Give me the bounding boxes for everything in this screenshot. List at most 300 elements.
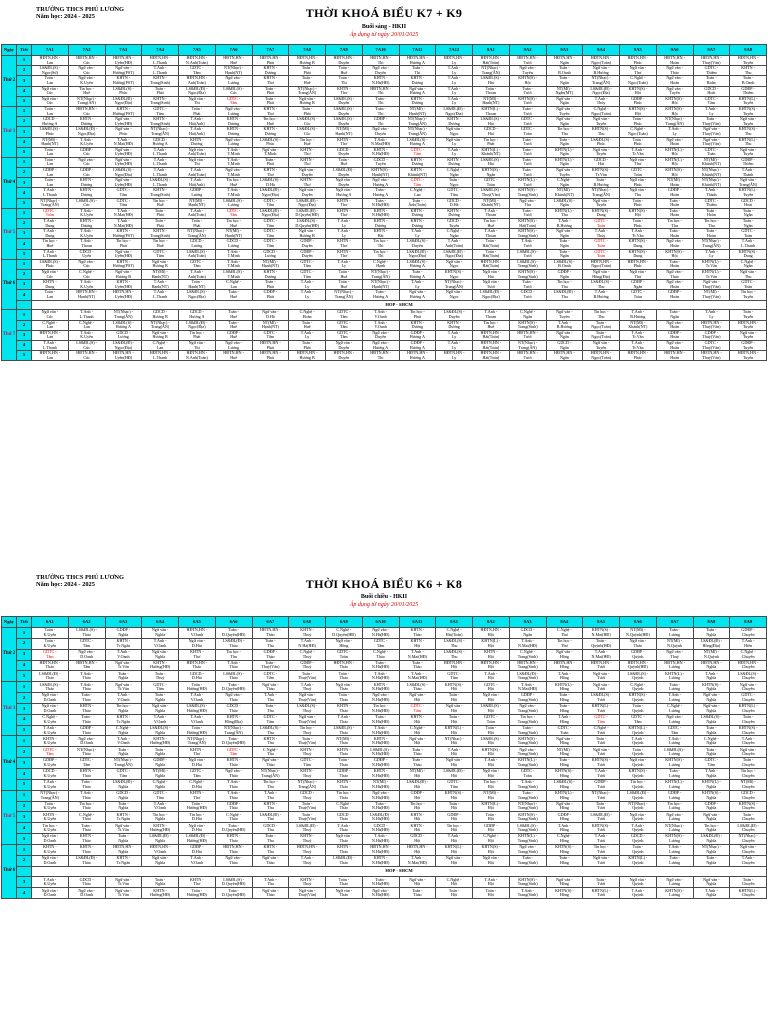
lesson-cell: Toán - Nghĩa: [142, 747, 179, 758]
lesson-cell: HĐTN,HN - Ngân: [546, 56, 583, 66]
lesson-cell: LS&ĐL(Đ) - Hội: [399, 779, 436, 790]
lesson-cell: Ngữ văn - Cúc: [68, 66, 105, 76]
lesson-cell: Toán - Thuỷ(Văn): [252, 660, 289, 671]
lesson-cell: KHTN(L) - Tuyến: [730, 188, 767, 198]
lesson-cell: LS&ĐL(S) - B.Oanh: [546, 259, 583, 269]
lesson-cell: HĐTN,HN - Hội: [473, 628, 510, 639]
lesson-cell: KHTN - Hội: [473, 649, 510, 660]
lesson-cell: T.Anh - Thành: [730, 168, 767, 178]
table-row: [2, 290, 767, 300]
class-header: 7A2: [68, 45, 105, 56]
lesson-cell: LS&ĐL(S) - Cúc: [68, 198, 105, 208]
class-header: 6A9: [326, 617, 363, 628]
lesson-cell: HĐTN,HN - Tươi: [509, 330, 546, 340]
lesson-cell: Toán - Hồng: [546, 855, 583, 866]
lesson-cell: T.Anh - L.Thanh: [142, 147, 179, 157]
lesson-cell: GDCD - Tươi: [509, 290, 546, 300]
lesson-cell: Toán - Thi: [362, 96, 399, 106]
lesson-cell: T.Anh - V.Oanh: [142, 801, 179, 812]
lesson-cell: Ngữ văn - Thảo: [252, 758, 289, 769]
lesson-cell: Toán - Thảo: [68, 779, 105, 790]
period-number: 2: [17, 66, 32, 76]
lesson-cell: KHTN - Thuỷ: [289, 834, 326, 845]
lesson-cell: GDTC - Tâm: [215, 208, 252, 218]
lesson-cell: GDTC - Tâm: [142, 106, 179, 116]
lesson-cell: GDTC - Toàn: [583, 249, 620, 259]
lesson-cell: C.Nghệ - Hải(Toán): [436, 628, 473, 639]
lesson-cell: Toán - Hồng: [546, 693, 583, 704]
lesson-cell: Ngữ văn - Hoàn: [656, 76, 693, 86]
lesson-cell: GDTC - Tâm: [179, 768, 216, 779]
lesson-cell: KHTN - Dương: [399, 320, 436, 330]
lesson-cell: GDCD - Hương A: [179, 310, 216, 320]
lesson-cell: Ngữ văn - Hương A: [326, 188, 363, 198]
lesson-cell: KHTN(S) - Hội: [656, 106, 693, 116]
lesson-cell: T.Anh - K.Uyên: [68, 208, 105, 218]
lesson-cell: Ngữ văn - Lương: [215, 106, 252, 116]
lesson-cell: Toán - Hồng: [546, 758, 583, 769]
lesson-cell: KHTN(S) - Dung: [730, 249, 767, 259]
lesson-cell: T.Anh - N.Mai(HĐ): [399, 855, 436, 866]
lesson-cell: HĐTN,HN - Hội: [473, 660, 510, 671]
lesson-cell: LS&ĐL(S) - Hương A: [105, 320, 142, 330]
lesson-cell: Toán - Hải(Toán): [473, 239, 510, 249]
lesson-cell: KHTN - Dương: [252, 127, 289, 137]
lesson-cell: KHTN(S) - Dung: [583, 208, 620, 218]
lesson-cell: Tin học - Huế: [32, 239, 69, 249]
lesson-cell: LS&ĐL(S) - Hương A: [399, 137, 436, 147]
table-row: [2, 812, 767, 823]
lesson-cell: Ngữ văn - Tuyến: [583, 198, 620, 208]
lesson-cell: NT(Nhạc) - Hạnh(NT): [215, 66, 252, 76]
lesson-cell: GDĐP - D.Hải: [179, 844, 216, 855]
lesson-cell: Ngữ văn - Hồng: [326, 638, 363, 649]
lesson-cell: HĐTN,HN - Tuyến: [730, 351, 767, 361]
lesson-cell: KHTN - Hội: [399, 823, 436, 834]
lesson-cell: KHTN(S) - Tươi: [583, 823, 620, 834]
applied-date: Áp dụng từ ngày 20/01/2025: [349, 602, 419, 608]
table-row: [2, 351, 767, 361]
class-header: 6A8: [289, 617, 326, 628]
lesson-cell: GDTC - Tâm: [32, 747, 69, 758]
lesson-cell: HĐTN,HN - Phát: [252, 56, 289, 66]
lesson-cell: T.Anh - L.Thanh: [32, 340, 69, 350]
lesson-cell: Ngữ văn - Ngọc: [436, 259, 473, 269]
lesson-cell: KHTN(S) - Chuyên: [730, 801, 767, 812]
lesson-cell: T.Anh - Anh(Toán): [436, 239, 473, 249]
lesson-cell: Toán - Thi: [326, 76, 363, 86]
class-header: 6A3: [105, 617, 142, 628]
lesson-cell: T.Anh - Tươi: [583, 834, 620, 845]
lesson-cell: NT(Mĩ) - Hạnh(NT): [399, 106, 436, 116]
lesson-cell: T.Anh - Ly: [289, 280, 326, 290]
lesson-cell: T.Anh - Ly: [289, 330, 326, 340]
lesson-cell: T.Anh - Hải(Anh): [179, 127, 216, 137]
lesson-cell: KHTN - Thảo: [399, 628, 436, 639]
lesson-cell: GDĐP - Hội: [473, 823, 510, 834]
lesson-cell: KHTN(S) - Hạnh(NT): [362, 168, 399, 178]
lesson-cell: Toán - Nghĩa: [142, 693, 179, 704]
lesson-cell: KHTN - N.Hà(HĐ): [362, 76, 399, 86]
lesson-cell: KHTN - Thơ: [326, 239, 363, 249]
lesson-cell: LS&ĐL(S) - Nghĩa: [142, 725, 179, 736]
lesson-cell: HĐTN,HN - Tươi: [583, 660, 620, 671]
lesson-cell: Toán - Lương: [656, 628, 693, 639]
lesson-cell: HĐTN,HN - V.Oanh: [179, 628, 216, 639]
lesson-cell: GDCD - Hương B: [142, 310, 179, 320]
lesson-cell: Toán - Lương: [656, 855, 693, 866]
lesson-cell: LS&ĐL(S) - D.Hà: [252, 178, 289, 188]
lesson-cell: Tin học - Thi: [362, 239, 399, 249]
lesson-cell: KHTN(S) - Hội: [473, 747, 510, 758]
lesson-cell: Ngữ văn - Uyên(HĐ): [105, 147, 142, 157]
class-header: 6A2: [68, 617, 105, 628]
lesson-cell: Tin học - Huế: [473, 219, 510, 229]
lesson-cell: T.Anh - L.Thanh: [142, 157, 179, 167]
lesson-cell: GDTC - Toàn: [693, 147, 730, 157]
lesson-cell: GDTC - Tâm: [693, 758, 730, 769]
lesson-cell: Toán - Tươi: [583, 877, 620, 888]
lesson-cell: KHTN(L) - Thu: [730, 137, 767, 147]
day-label: Thứ 3: [2, 682, 17, 736]
lesson-cell: Ngữ văn - Tuyến: [583, 147, 620, 157]
lesson-cell: C.Nghệ - Hội: [473, 834, 510, 845]
lesson-cell: NT(Nhạc) - Trang(ÂN): [399, 127, 436, 137]
lesson-cell: NT(Mĩ) - Hạnh(NT): [252, 320, 289, 330]
lesson-cell: Ngữ văn - Tuyến: [546, 106, 583, 116]
lesson-cell: C.Nghệ - Thảo: [68, 812, 105, 823]
lesson-cell: GDTC - Thiêm: [693, 198, 730, 208]
lesson-cell: Toán - Nghĩa: [105, 747, 142, 758]
lesson-cell: C.Nghệ - Thảo: [215, 812, 252, 823]
lesson-cell: LS&ĐL(S) - Ngọc(Địa): [179, 290, 216, 300]
lesson-cell: Toán - Ánh(Toán): [399, 198, 436, 208]
lesson-cell: KHTN - Thảo: [68, 768, 105, 779]
lesson-cell: KHTN(S) - Hội: [656, 96, 693, 106]
class-header: 7A7: [252, 45, 289, 56]
lesson-cell: T.Anh - Nghĩa: [693, 768, 730, 779]
period-number: 5: [17, 147, 32, 157]
lesson-cell: Ngữ văn - Thảo: [215, 693, 252, 704]
lesson-cell: T.Anh - N.Mai(HĐ): [509, 682, 546, 693]
lesson-cell: Ngữ văn - Hương A: [399, 290, 436, 300]
lesson-cell: GDĐP - Lương: [179, 188, 216, 198]
lesson-cell: HĐTN,HN - Hội: [399, 844, 436, 855]
lesson-cell: T.Anh - K.Uyên: [68, 280, 105, 290]
lesson-cell: KHTN - Hường(HĐ): [142, 736, 179, 747]
lesson-cell: T.Anh - Ly: [326, 219, 363, 229]
lesson-cell: LS&ĐL(S) - Tươi: [583, 693, 620, 704]
lesson-cell: KHTN - Dương: [436, 320, 473, 330]
lesson-cell: T.Anh - Thủy: [583, 229, 620, 239]
lesson-cell: Toán - Thuỷ(Văn): [693, 117, 730, 127]
lesson-cell: GDTC - Toàn: [509, 768, 546, 779]
lesson-cell: GDTC - Chuyên: [730, 693, 767, 704]
lesson-cell: NT(Mĩ) - Hạnh(NT): [32, 137, 69, 147]
lesson-cell: HĐTN,HN - Trang(Sinh): [509, 660, 546, 671]
lesson-cell: KHTN - Hội: [399, 812, 436, 823]
lesson-cell: Ngữ văn - D.Oanh: [32, 693, 69, 704]
lesson-cell: GDĐP - Thiêm: [730, 157, 767, 167]
lesson-cell: Toán - Hoàn: [693, 229, 730, 239]
table-row: [2, 147, 767, 157]
lesson-cell: HĐTN,HN - Ly: [436, 56, 473, 66]
lesson-cell: Ngữ văn - Hương A: [362, 178, 399, 188]
lesson-cell: Toán - Ngọc(Toán): [583, 330, 620, 340]
lesson-cell: NT(Mĩ) - Hạnh(NT): [473, 96, 510, 106]
lesson-cell: T.Anh - L.Thanh: [142, 168, 179, 178]
lesson-cell: GDTC - Tâm: [620, 714, 657, 725]
lesson-cell: HĐTN,HN - Chuyên: [730, 660, 767, 671]
lesson-cell: Tin học - K.Uyên: [32, 823, 69, 834]
lesson-cell: Toán - Lan: [32, 147, 69, 157]
class-header: 7A12: [436, 45, 473, 56]
table-row: [2, 157, 767, 167]
lesson-cell: GDĐP - Hoàn: [656, 290, 693, 300]
lesson-cell: GDĐP - Phát: [252, 290, 289, 300]
lesson-cell: T.Anh - Hội: [473, 877, 510, 888]
lesson-cell: C.Nghệ - Trang(Sinh): [509, 649, 546, 660]
lesson-cell: Ngữ văn - Hương B: [289, 96, 326, 106]
lesson-cell: HĐTN,HN - Quỳnh(HĐ): [620, 660, 657, 671]
lesson-cell: Ngữ văn - Thư: [620, 269, 657, 279]
lesson-cell: Ngữ văn - Hồng: [546, 649, 583, 660]
lesson-cell: T.Anh - Ly: [326, 259, 363, 269]
lesson-cell: LS&ĐL(S) - Tươi: [509, 249, 546, 259]
lesson-cell: Toán - Huế: [326, 280, 363, 290]
lesson-cell: KHTN - Dương: [215, 117, 252, 127]
lesson-cell: LS&ĐL(S) - Chuyên: [730, 671, 767, 682]
lesson-cell: LS&ĐL(S) - Lương: [215, 198, 252, 208]
lesson-cell: Tin học - Nghĩa: [105, 703, 142, 714]
lesson-cell: LS&ĐL(Đ) - Hường(HĐ): [179, 834, 216, 845]
lesson-cell: T.Anh - Thảo: [215, 660, 252, 671]
school-year: Năm học: 2024 - 2025: [36, 581, 95, 588]
lesson-cell: NT(Mĩ) - Khánh(NT): [620, 320, 657, 330]
lesson-cell: GDTC - Thiêm: [693, 66, 730, 76]
lesson-cell: GDĐP - Hội: [436, 812, 473, 823]
lesson-cell: Tin học - Tươi: [583, 844, 620, 855]
lesson-cell: KHTN - Thu: [252, 736, 289, 747]
lesson-cell: KHTN - Dương: [436, 117, 473, 127]
lesson-cell: GDTC - Toàn: [473, 178, 510, 188]
lesson-cell: Toán - Nghĩa: [693, 725, 730, 736]
timetable-grid: [1, 44, 767, 361]
table-row: [2, 790, 767, 801]
lesson-cell: HĐTN,HN - V.Oanh: [142, 844, 179, 855]
lesson-cell: GDĐP - Nghĩa: [105, 628, 142, 639]
lesson-cell: GDCD - Hải: [473, 127, 510, 137]
table-row: [2, 168, 767, 178]
lesson-cell: Ngữ văn - Tuyến: [583, 117, 620, 127]
lesson-cell: KHTN(S) - Quỳnh: [620, 693, 657, 704]
lesson-cell: LS&ĐL(S) - D.Quyên(HĐ): [289, 219, 326, 229]
lesson-cell: GDĐP - Hội: [399, 790, 436, 801]
header-day: Ngày: [2, 617, 17, 628]
lesson-cell: NT(Nhạc) - Trang(ÂN): [142, 127, 179, 137]
period-number: 4: [17, 888, 32, 899]
lesson-cell: Toán - Hội: [436, 801, 473, 812]
lesson-cell: GDTC - Tâm: [215, 96, 252, 106]
lesson-cell: LS&ĐL(Đ) - Ngọc(Địa): [399, 249, 436, 259]
lesson-cell: T.Anh - T.Minh: [215, 188, 252, 198]
lesson-cell: GDĐP - N.Hà(HĐ): [362, 758, 399, 769]
lesson-cell: T.Anh - Thu: [252, 877, 289, 888]
lesson-cell: LS&ĐL(Đ) - Trang(Sinh): [509, 671, 546, 682]
lesson-cell: GDĐP - Chuyên: [730, 628, 767, 639]
lesson-cell: Ngữ văn - Tuyến: [583, 340, 620, 350]
lesson-cell: NT(Nhạc) - Trang(ÂN): [32, 198, 69, 208]
lesson-cell: Ngữ văn - Trang(Sinh): [509, 844, 546, 855]
lesson-cell: GDTC - Toàn: [32, 208, 69, 218]
lesson-cell: GDTC - Toàn: [583, 239, 620, 249]
lesson-cell: NT(Nhạc) - Trang(ÂN): [656, 117, 693, 127]
period-number: 5: [17, 834, 32, 845]
class-header: 9A1: [473, 45, 510, 56]
lesson-cell: GDTC - Toàn: [546, 725, 583, 736]
period-number: 3: [17, 229, 32, 239]
lesson-cell: Ngữ văn - Hương A: [399, 86, 436, 96]
lesson-cell: Toán - Phát: [142, 219, 179, 229]
lesson-cell: KHTN - Dương: [362, 219, 399, 229]
lesson-cell: GDĐP - Thiêm: [730, 86, 767, 96]
lesson-cell: Toán - Phát: [289, 66, 326, 76]
lesson-cell: T.Anh - N.Hà(HĐ): [362, 671, 399, 682]
lesson-cell: KHTN - Dương: [68, 178, 105, 188]
lesson-cell: Ngữ văn - Trang(Sinh): [509, 703, 546, 714]
lesson-cell: LS&ĐL(S) - Thảo: [215, 671, 252, 682]
session-label: Buổi chiều - HKII: [360, 594, 408, 600]
lesson-cell: KHTN(S) - Thu: [583, 127, 620, 137]
lesson-cell: HĐTN,HN - Thuỷ: [289, 844, 326, 855]
lesson-cell: NT(Nhạc) - Trang(ÂN): [142, 320, 179, 330]
lesson-cell: Toán - Nghĩa: [693, 628, 730, 639]
lesson-cell: T.Anh - Hội: [473, 671, 510, 682]
lesson-cell: KHTN - Dương: [252, 66, 289, 76]
lesson-cell: HĐTN,HN - Ngọc(Toán): [583, 259, 620, 269]
lesson-cell: GDTC - Tâm: [399, 703, 436, 714]
lesson-cell: HĐTN,HN - Ly: [436, 351, 473, 361]
lesson-cell: Toán - Nghĩa: [693, 747, 730, 758]
period-number: [17, 866, 32, 877]
lesson-cell: GDĐP - Quỳnh: [620, 649, 657, 660]
lesson-cell: Ngữ văn - Hường(PST): [105, 66, 142, 76]
lesson-cell: T.Anh - L.Thanh: [142, 66, 179, 76]
lesson-cell: KHTN - Dương: [436, 157, 473, 167]
lesson-cell: T.Anh - Quỳnh: [620, 823, 657, 834]
period-number: 4: [17, 239, 32, 249]
school-year: Năm học: 2024 - 2025: [36, 13, 95, 20]
lesson-cell: Ngữ văn - Tuyến: [656, 86, 693, 96]
lesson-cell: LS&ĐL(S) - Cúc: [215, 86, 252, 96]
lesson-cell: GDĐP - Tươi: [583, 779, 620, 790]
table-row: [2, 340, 767, 350]
lesson-cell: GDTC - Tâm: [252, 671, 289, 682]
lesson-cell: GDĐP - Duyên: [289, 249, 326, 259]
lesson-cell: LS&ĐL(S) - Thuỷ(Văn): [473, 188, 510, 198]
class-header: 7A10: [362, 45, 399, 56]
lesson-cell: HĐTN,HN - Tươi: [509, 351, 546, 361]
lesson-cell: KHTN - Dương: [399, 96, 436, 106]
lesson-cell: T.Anh - T.Minh: [215, 157, 252, 167]
lesson-cell: Ngữ văn - Thu: [509, 198, 546, 208]
lesson-cell: Ngữ văn - Hương B: [289, 229, 326, 239]
lesson-cell: T.Anh - Thảo: [68, 671, 105, 682]
lesson-cell: KHTN(S) - Trang(Sinh): [509, 188, 546, 198]
lesson-cell: Ngữ văn - Cúc: [68, 259, 105, 269]
lesson-cell: GDTC - Tâm: [399, 178, 436, 188]
lesson-cell: KHTN - Hải: [362, 229, 399, 239]
lesson-cell: Toán - Hường(HĐ): [179, 888, 216, 899]
lesson-cell: C.Nghệ - Thu: [252, 747, 289, 758]
lesson-cell: Ngữ văn - Hương B: [105, 269, 142, 279]
lesson-cell: Toán - Chuyên: [730, 714, 767, 725]
lesson-cell: KHTN - Thơ: [179, 790, 216, 801]
lesson-cell: KHTN(S) - Lương: [656, 888, 693, 899]
period-number: 1: [17, 790, 32, 801]
lesson-cell: HĐTN,HN - Hương A: [399, 351, 436, 361]
lesson-cell: Ngữ văn - Thảo: [326, 682, 363, 693]
table-row: [2, 280, 767, 290]
lesson-cell: GDĐP - Cúc: [68, 147, 105, 157]
period-number: 2: [17, 855, 32, 866]
lesson-cell: KHTN - Hội: [399, 638, 436, 649]
lesson-cell: T.Anh - K.Uyên: [68, 330, 105, 340]
lesson-cell: GDĐP - Hương A: [399, 340, 436, 350]
lesson-cell: T.Anh - V.Oanh: [105, 649, 142, 660]
lesson-cell: KHTN(S) - Trang(Sinh): [509, 812, 546, 823]
lesson-cell: Tin học - Nghĩa: [693, 823, 730, 834]
lesson-cell: T.Anh - T.Minh: [215, 259, 252, 269]
lesson-cell: KHTN - Thơ: [289, 178, 326, 188]
lesson-cell: Ngữ văn - Hội: [436, 855, 473, 866]
lesson-cell: Ngữ văn - Hội: [473, 768, 510, 779]
lesson-cell: T.Anh - Ly: [399, 280, 436, 290]
lesson-cell: HĐTN,HN - N.Hà(HĐ): [362, 844, 399, 855]
lesson-cell: Toán - K.Uyên: [32, 628, 69, 639]
lesson-cell: T.Anh - Hội: [436, 747, 473, 758]
table-row: [2, 877, 767, 888]
class-header: 7A5: [179, 45, 216, 56]
lesson-cell: NT(Mĩ) - Thảo: [326, 736, 363, 747]
lesson-cell: C.Nghệ - Ngân: [546, 178, 583, 188]
lesson-cell: Ngữ văn - D.Oanh: [32, 703, 69, 714]
lesson-cell: NT(Nhạc) - Quỳnh: [620, 801, 657, 812]
lesson-cell: Toán - Thi: [399, 66, 436, 76]
lesson-cell: GDTC - Tâm: [105, 768, 142, 779]
table-row: [2, 638, 767, 649]
lesson-cell: T.Anh - Thu: [252, 790, 289, 801]
lesson-cell: Ngữ văn - Lương: [656, 714, 693, 725]
lesson-cell: T.Anh - Tươi: [509, 239, 546, 249]
lesson-cell: C.Nghệ - Ngân: [436, 168, 473, 178]
lesson-cell: T.Anh - Hồng: [546, 823, 583, 834]
lesson-cell: GDCD - Lương: [252, 249, 289, 259]
lesson-cell: Ngữ văn - Chuyên: [730, 747, 767, 758]
lesson-cell: Toán - B.Oanh: [730, 76, 767, 86]
lesson-cell: KHTN(L) - Nghĩa: [693, 779, 730, 790]
lesson-cell: Toán - Hội: [473, 812, 510, 823]
lesson-cell: T.Anh - L.Thanh: [68, 310, 105, 320]
lesson-cell: T.Anh - Ly: [436, 76, 473, 86]
lesson-cell: LS&ĐL(S) - Hồng: [546, 779, 583, 790]
table-row: [2, 76, 767, 86]
lesson-cell: Ngữ văn - Hội: [436, 758, 473, 769]
lesson-cell: Ngữ văn - Tuyến: [730, 147, 767, 157]
lesson-cell: GDĐP - Thuỷ: [289, 660, 326, 671]
lesson-cell: KHTN - Dương: [68, 188, 105, 198]
lesson-cell: Tin học - Lương: [656, 801, 693, 812]
